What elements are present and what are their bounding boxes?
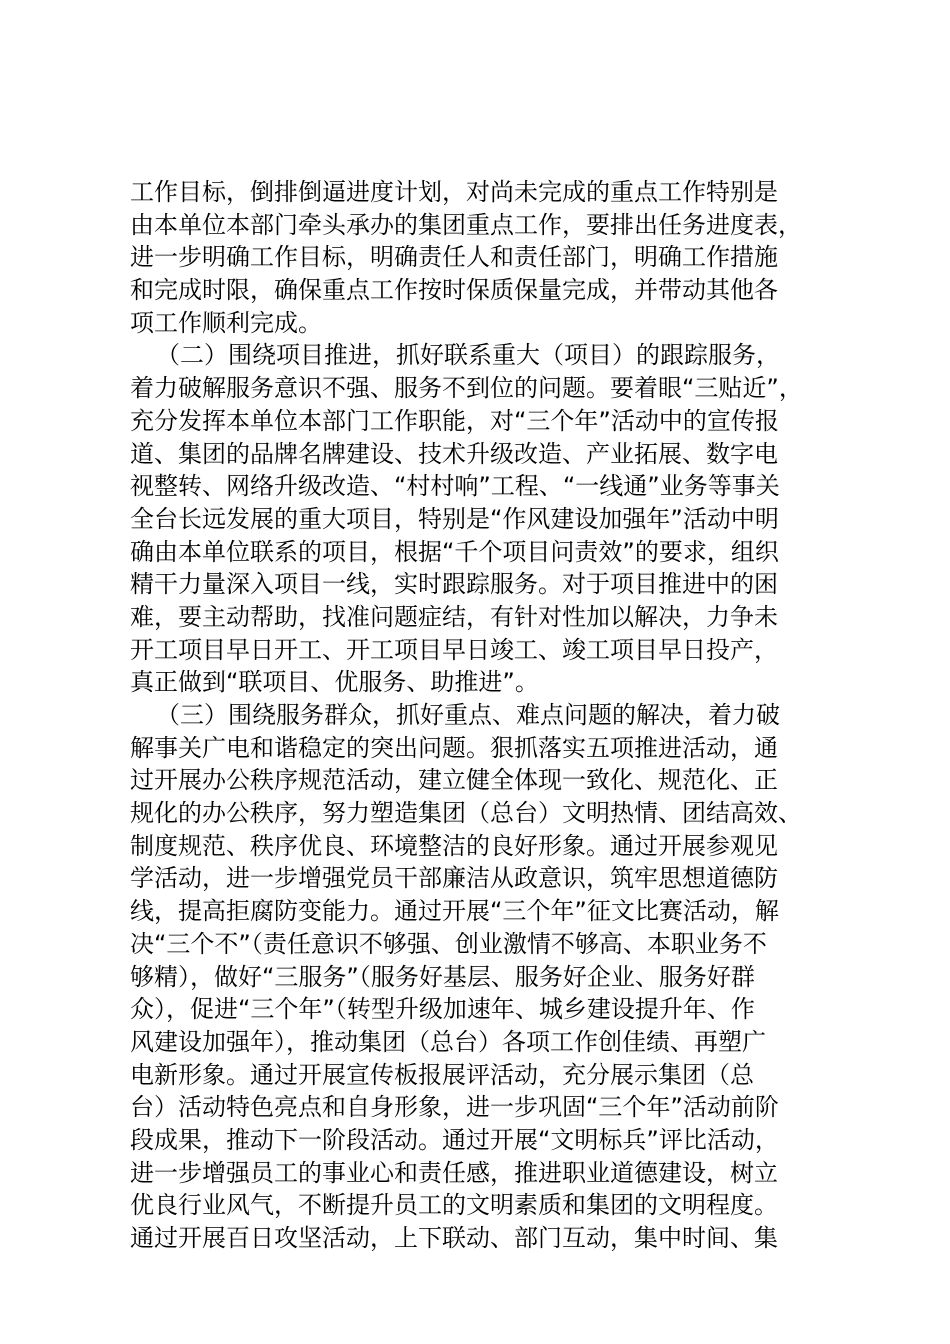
text-line: 过开展办公秩序规范活动，建立健全体现一致化、规范化、正 xyxy=(130,766,778,795)
text-line: 项工作顺利完成。 xyxy=(130,308,322,337)
text-line: 着力破解服务意识不强、服务不到位的问题。要着眼“三贴近”， xyxy=(130,374,803,403)
text-line: 制度规范、秩序优良、环境整洁的良好形象。通过开展参观见 xyxy=(130,831,778,860)
text-line: 规化的办公秩序，努力塑造集团（总台）文明热情、团结高效、 xyxy=(130,799,802,828)
text-line: 真正做到“联项目、优服务、助推进”。 xyxy=(130,668,539,697)
section-heading-line: （三）围绕服务群众，抓好重点、难点问题的解决，着力破 xyxy=(156,701,780,729)
text-line: 工作目标，倒排倒逼进度计划，对尚未完成的重点工作特别是 xyxy=(130,178,778,206)
text-line: 进一步明确工作目标，明确责任人和责任部门，明确工作措施 xyxy=(130,243,778,272)
text-line: 充分发挥本单位本部门工作职能，对“三个年”活动中的宣传报 xyxy=(130,406,779,435)
text-line: 道、集团的品牌名牌建设、技术升级改造、产业拓展、数字电 xyxy=(130,439,778,468)
text-line: 和完成时限，确保重点工作按时保质保量完成，并带动其他各 xyxy=(130,276,778,305)
text-line: 精干力量深入项目一线，实时跟踪服务。对于项目推进中的困 xyxy=(130,570,778,599)
text-line: 视整转、网络升级改造、“村村响”工程、“一线通”业务等事关 xyxy=(130,472,780,501)
text-line: 风建设加强年），推动集团（总台）各项工作创佳绩、再塑广 xyxy=(130,1027,766,1056)
text-line: 难，要主动帮助，找准问题症结，有针对性加以解决，力争未 xyxy=(130,602,778,631)
text-line: 确由本单位联系的项目，根据“千个项目问责效”的要求，组织 xyxy=(130,537,779,566)
text-line: 台）活动特色亮点和自身形象，进一步巩固“三个年”活动前阶 xyxy=(130,1093,779,1122)
document-body xyxy=(130,176,830,1255)
text-line: 线，提高拒腐防变能力。通过开展“三个年”征文比赛活动，解 xyxy=(130,897,779,926)
section-heading-line: （二）围绕项目推进，抓好联系重大（项目）的跟踪服务， xyxy=(156,341,780,370)
text-line: 通过开展百日攻坚活动，上下联动、部门互动，集中时间、集 xyxy=(130,1224,778,1252)
text-line: 开工项目早日开工、开工项目早日竣工、竣工项目早日投产， xyxy=(130,635,778,664)
text-line: 进一步增强员工的事业心和责任感，推进职业道德建设，树立 xyxy=(130,1158,778,1187)
text-line: 解事关广电和谐稳定的突出问题。狠抓落实五项推进活动，通 xyxy=(130,733,778,762)
text-line: 优良行业风气，不断提升员工的文明素质和集团的文明程度。 xyxy=(130,1191,778,1220)
text-line: 全台长远发展的重大项目，特别是“作风建设加强年”活动中明 xyxy=(130,504,779,533)
text-line: 学活动，进一步增强党员干部廉洁从政意识，筑牢思想道德防 xyxy=(130,864,778,893)
text-line: 众），促进“三个年”（转型升级加速年、城乡建设提升年、作 xyxy=(130,995,755,1024)
text-line: 决“三个不”（责任意识不够强、创业激情不够高、本职业务不 xyxy=(130,929,767,958)
text-line: 电新形象。通过开展宣传板报展评活动，充分展示集团（总 xyxy=(130,1060,754,1089)
text-line: 由本单位本部门牵头承办的集团重点工作，要排出任务进度表， xyxy=(130,210,802,239)
text-line: 段成果，推动下一阶段活动。通过开展“文明标兵”评比活动， xyxy=(130,1125,779,1154)
text-line: 够精），做好“三服务”（服务好基层、服务好企业、服务好群 xyxy=(130,962,755,991)
